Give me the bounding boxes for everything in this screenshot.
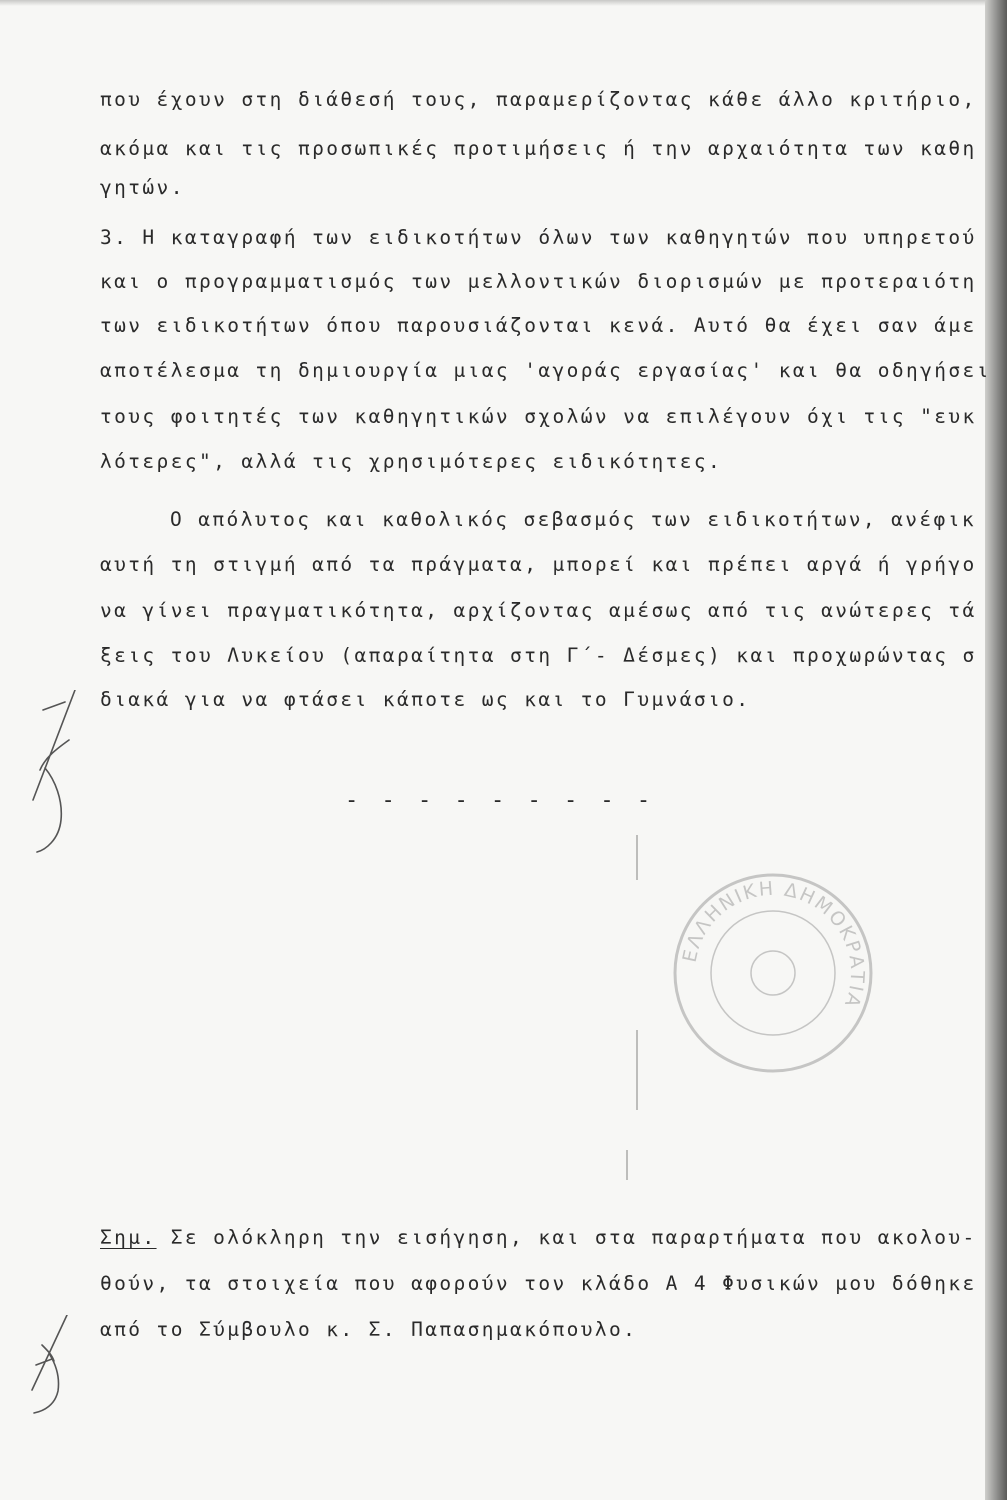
text-line: αποτέλεσμα τη δημιουργία μιας 'αγοράς εργασίας' και θα οδηγήσει [100, 359, 991, 382]
official-stamp [668, 868, 878, 1078]
note-text: Σε ολόκληρη την εισήγηση, και στα παραρτήματα που ακολου- [156, 1226, 977, 1249]
text-line: που έχουν στη διάθεσή τους, παραμερίζοντας κάθε άλλο κριτήριο, [100, 88, 977, 111]
handwritten-initials-signature [25, 690, 85, 860]
text-line: και ο προγραμματισμός των μελλοντικών διορισμών με προτεραιότη [100, 270, 977, 293]
bleed-mark [636, 1030, 638, 1110]
text-line: διακά για να φτάσει κάποτε ως και το Γυμνάσιο. [100, 688, 751, 711]
text-line: 3. Η καταγραφή των ειδικοτήτων όλων των καθηγητών που υπηρετού [100, 226, 977, 249]
page-right-edge [985, 0, 1007, 1500]
note-label: Σημ. [100, 1226, 157, 1249]
stamp-text: ΕΛΛΗΝΙΚΗ ΔΗΜΟΚΡΑΤΙΑ [678, 877, 869, 1012]
bleed-mark [626, 1150, 628, 1180]
text-line: ξεις του Λυκείου (απαραίτητα στη Γ΄- Δέσμες) και προχωρώντας σ [100, 644, 977, 667]
handwritten-initials-signature [22, 1315, 82, 1425]
text-line: ακόμα και τις προσωπικές προτιμήσεις ή την αρχαιότητα των καθη [100, 137, 977, 160]
text-line: αυτή τη στιγμή από τα πράγματα, μπορεί και πρέπει αργά ή γρήγο [100, 553, 977, 576]
text-line: γητών. [100, 176, 185, 199]
note-line: θούν, τα στοιχεία που αφορούν τον κλάδο Α 4 Φυσικών μου δόθηκε [100, 1272, 977, 1295]
section-separator: - - - - - - - - - [345, 788, 656, 813]
text-line: τους φοιτητές των καθηγητικών σχολών να επιλέγουν όχι τις "ευκ [100, 405, 977, 428]
bleed-mark [636, 835, 638, 880]
note-line [100, 1228, 977, 1248]
text-line: να γίνει πραγματικότητα, αρχίζοντας αμέσως από τις ανώτερες τά [100, 599, 977, 622]
page-top-edge [0, 0, 1007, 6]
text-line: λότερες", αλλά τις χρησιμότερες ειδικότητες. [100, 450, 723, 473]
text-line: Ο απόλυτος και καθολικός σεβασμός των ειδικοτήτων, ανέφικ [170, 508, 976, 531]
note-line: από το Σύμβουλο κ. Σ. Παπασημακόπουλο. [100, 1318, 638, 1341]
text-line: των ειδικοτήτων όπου παρουσιάζονται κενά. Αυτό θα έχει σαν άμε [100, 314, 977, 337]
